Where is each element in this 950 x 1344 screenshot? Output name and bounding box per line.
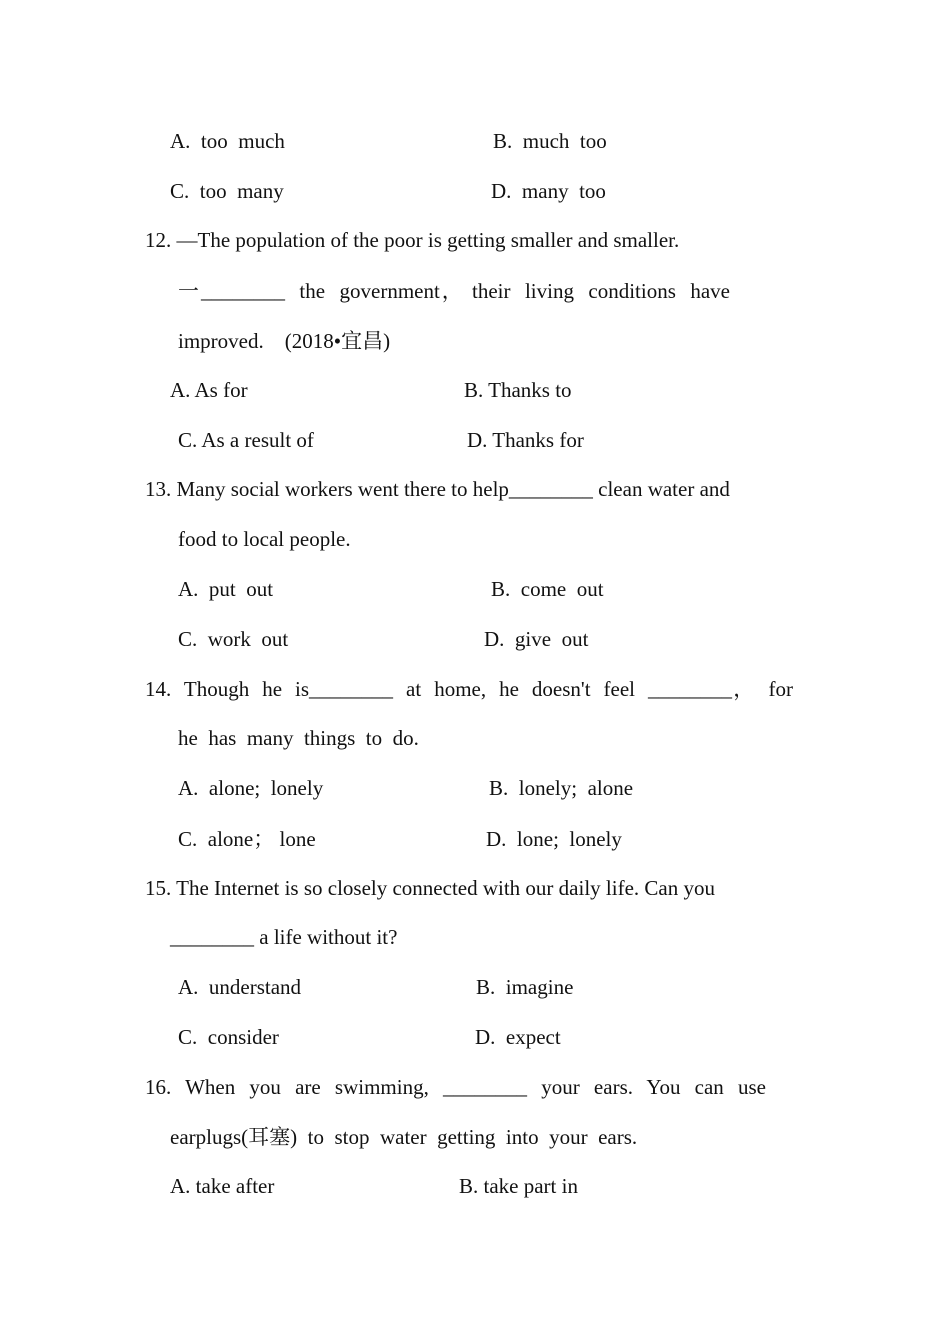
q15-stem-line-2: ________ a life without it? xyxy=(170,925,398,949)
q11-option-d: D. many too xyxy=(491,179,606,203)
q12-option-c: C. As a result of xyxy=(178,428,314,452)
q12-stem-line-1: 12. —The population of the poor is getting smaller and smaller. xyxy=(145,228,680,252)
q13-option-c: C. work out xyxy=(178,627,289,651)
q15-option-d: D. expect xyxy=(475,1025,561,1049)
q14-stem-line-2: he has many things to do. xyxy=(178,726,419,750)
q15-option-b: B. imagine xyxy=(476,975,574,999)
q13-stem-line-1: 13. Many social workers went there to help________ clean water and xyxy=(145,477,730,501)
q12-option-b: B. Thanks to xyxy=(464,378,572,402)
q13-option-a: A. put out xyxy=(178,577,274,601)
q13-option-d: D. give out xyxy=(484,627,589,651)
q16-stem-line-1: 16. When you are swimming, ________ your ears. You can use xyxy=(145,1075,766,1099)
q11-option-c: C. too many xyxy=(170,179,284,203)
q15-option-c: C. consider xyxy=(178,1025,279,1049)
q16-stem-line-2: earplugs(耳塞) to stop water getting into your ears. xyxy=(170,1125,638,1149)
q12-option-d: D. Thanks for xyxy=(467,428,584,452)
q15-stem-line-1: 15. The Internet is so closely connected with our daily life. Can you xyxy=(145,876,715,900)
q14-option-b: B. lonely; alone xyxy=(489,776,634,800)
q14-stem-line-1: 14. Though he is________ at home, he doesn't feel ________， for xyxy=(145,677,793,701)
q16-option-a: A. take after xyxy=(170,1174,275,1198)
q12-stem-line-3: improved. (2018•宜昌) xyxy=(178,329,391,353)
q13-option-b: B. come out xyxy=(491,577,604,601)
q15-option-a: A. understand xyxy=(178,975,302,999)
q14-option-c: C. alone； lone xyxy=(178,827,316,851)
q14-option-a: A. alone; lonely xyxy=(178,776,324,800)
q16-option-b: B. take part in xyxy=(459,1174,578,1198)
q11-option-b: B. much too xyxy=(493,129,607,153)
q14-option-d: D. lone; lonely xyxy=(486,827,622,851)
q11-option-a: A. too much xyxy=(170,129,285,153)
q12-option-a: A. As for xyxy=(170,378,248,402)
q13-stem-line-2: food to local people. xyxy=(178,527,351,551)
q12-stem-line-2: 一________ the government， their living conditions have xyxy=(178,279,730,303)
